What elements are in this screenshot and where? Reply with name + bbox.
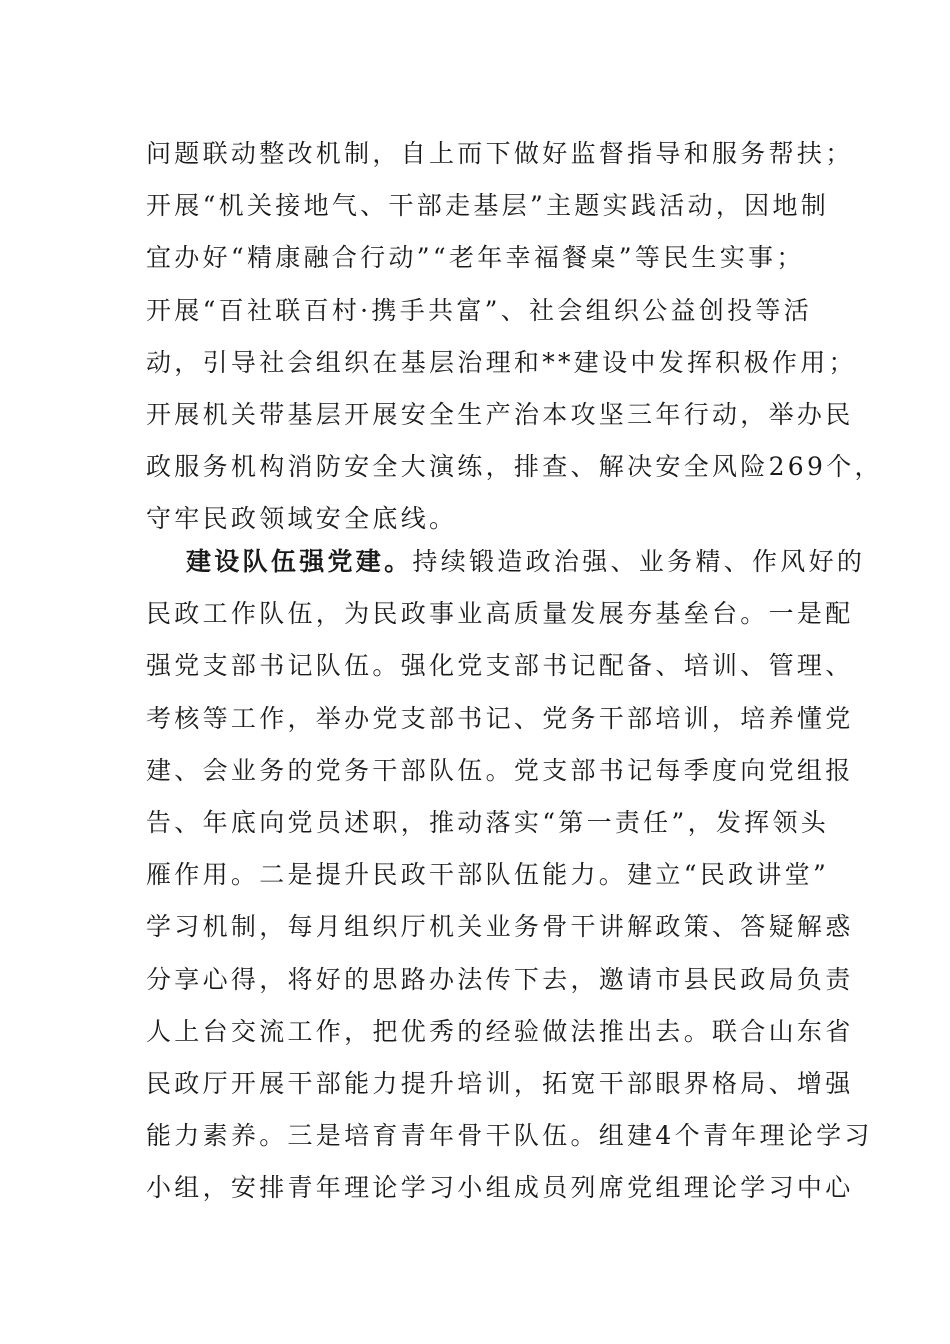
paragraph-2-line: 告、年底向党员述职，推动落实“第一责任”，发挥领头 xyxy=(146,807,830,837)
paragraph-1 xyxy=(146,128,883,546)
paragraph-1-line: 开展机关带基层开展安全生产治本攻坚三年行动，举办民 xyxy=(146,399,854,429)
paragraph-1-line: 守牢民政领域安全底线。 xyxy=(146,504,458,534)
paragraph-1-line: 问题联动整改机制，自上而下做好监督指导和服务帮扶； xyxy=(146,139,854,168)
paragraph-2-line: 能力素养。三是培育青年骨干队伍。组建4个青年理论学习 xyxy=(146,1121,873,1151)
paragraph-2-line: 学习机制，每月组织厅机关业务骨干讲解政策、答疑解惑 xyxy=(146,912,854,942)
paragraph-1-line: 政服务机构消防安全大演练，排查、解决安全风险269个， xyxy=(146,452,883,482)
paragraph-1-line: 开展“百社联百村·携手共富”、社会组织公益创投等活 xyxy=(146,295,813,325)
paragraph-2-line: 人上台交流工作，把优秀的经验做法推出去。联合山东省 xyxy=(146,1016,854,1046)
paragraph-2-line: 建、会业务的党务干部队伍。党支部书记每季度向党组报 xyxy=(146,755,854,785)
section-heading: 建设队伍强党建。 xyxy=(186,547,413,576)
paragraph-2-line: 小组，安排青年理论学习小组成员列席党组理论学习中心 xyxy=(146,1173,854,1203)
paragraph-2-line: 民政厅开展干部能力提升培训，拓宽干部眼界格局、增强 xyxy=(146,1068,854,1098)
paragraph-2-line: 雁作用。二是提升民政干部队伍能力。建立“民政讲堂” xyxy=(146,860,830,890)
paragraph-2-line: 强党支部书记队伍。强化党支部书记配备、培训、管理、 xyxy=(146,651,854,681)
paragraph-2-line: 民政工作队伍，为民政事业高质量发展夯基垒台。一是配 xyxy=(146,599,854,629)
paragraph-1-line: 开展“机关接地气、干部走基层”主题实践活动，因地制 xyxy=(146,191,830,221)
paragraph-2 xyxy=(146,536,873,1214)
paragraph-1-line: 动，引导社会组织在基层治理和**建设中发挥积极作用； xyxy=(146,347,857,377)
paragraph-2-first-line xyxy=(146,536,866,588)
paragraph-1-line: 宜办好“精康融合行动”“老年幸福餐桌”等民生实事； xyxy=(146,243,805,273)
paragraph-2-line: 考核等工作，举办党支部书记、党务干部培训，培养懂党 xyxy=(146,703,854,733)
paragraph-2-first-line-text: 持续锻造政治强、业务精、作风好的 xyxy=(412,547,866,576)
paragraph-2-line: 分享心得，将好的思路办法传下去，邀请市县民政局负责 xyxy=(146,964,854,994)
